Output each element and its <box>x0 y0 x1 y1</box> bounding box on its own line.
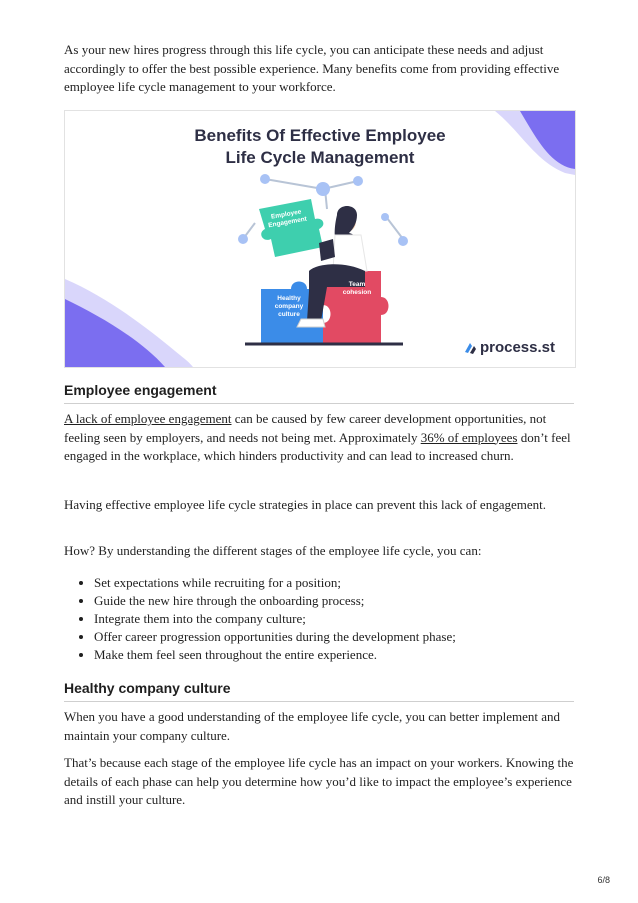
intro-paragraph: As your new hires progress through this life cycle, you can anticipate these needs and adjust accordingly to offer the best possible experience. Many benefits come from providing effective employee life cycle management to your workforce. <box>64 42 560 94</box>
list-item: • Guide the new hire through the onboarding process; <box>94 592 604 610</box>
engagement-paragraph-1 <box>64 410 574 466</box>
hero-illustration <box>64 110 576 368</box>
engagement-bullet-list <box>64 574 604 664</box>
link-lack-of-engagement[interactable]: A lack of employee engagement <box>64 411 232 426</box>
list-item: • Make them feel seen throughout the entire experience. <box>94 646 604 664</box>
culture-paragraph-1: When you have a good understanding of the employee life cycle, you can better implement and maintain your company culture. <box>64 709 560 743</box>
heading-employee-engagement: Employee engagement <box>64 381 574 404</box>
heading-healthy-company-culture: Healthy company culture <box>64 679 574 702</box>
brand-name: process.st <box>479 339 555 356</box>
label-healthy-company-culture: Healthy company culture <box>274 295 304 318</box>
list-item: • Offer career progression opportunities during the development phase; <box>94 628 604 646</box>
link-36-percent[interactable]: 36% of employees <box>420 429 518 445</box>
hero-title-line-1: Benefits Of Effective Employee <box>194 126 446 145</box>
engagement-text-2: don’t feel engaged in the workplace, which hinders productivity and can lead to increased churn. <box>64 429 571 463</box>
hero-title-line-2: Life Cycle Management <box>225 148 415 167</box>
culture-paragraph-2: That’s because each stage of the employee life cycle has an impact on your workers. Knowing the details of each phase can help you determine how you’d like to impact the employee’s experience and instill your culture. <box>64 755 574 807</box>
process-st-logo <box>463 339 555 356</box>
label-team-cohesion: Team cohesion <box>342 281 372 296</box>
list-item: • Integrate them into the company culture; <box>94 610 604 628</box>
engagement-text-1: can be caused by few career development opportunities, not feeling seen by employers, and needs not being met. Approximately <box>64 411 547 445</box>
engagement-paragraph-2: Having effective employee life cycle strategies in place can prevent this lack of engagement. <box>64 497 546 512</box>
process-st-logo-icon <box>463 341 477 355</box>
engagement-paragraph-3: How? By understanding the different stages of the employee life cycle, you can: <box>64 543 482 558</box>
list-item: • Set expectations while recruiting for a position; <box>94 574 604 592</box>
page-number: 6/8 <box>597 875 610 885</box>
label-employee-engagement: Employee Engagement <box>267 208 308 230</box>
